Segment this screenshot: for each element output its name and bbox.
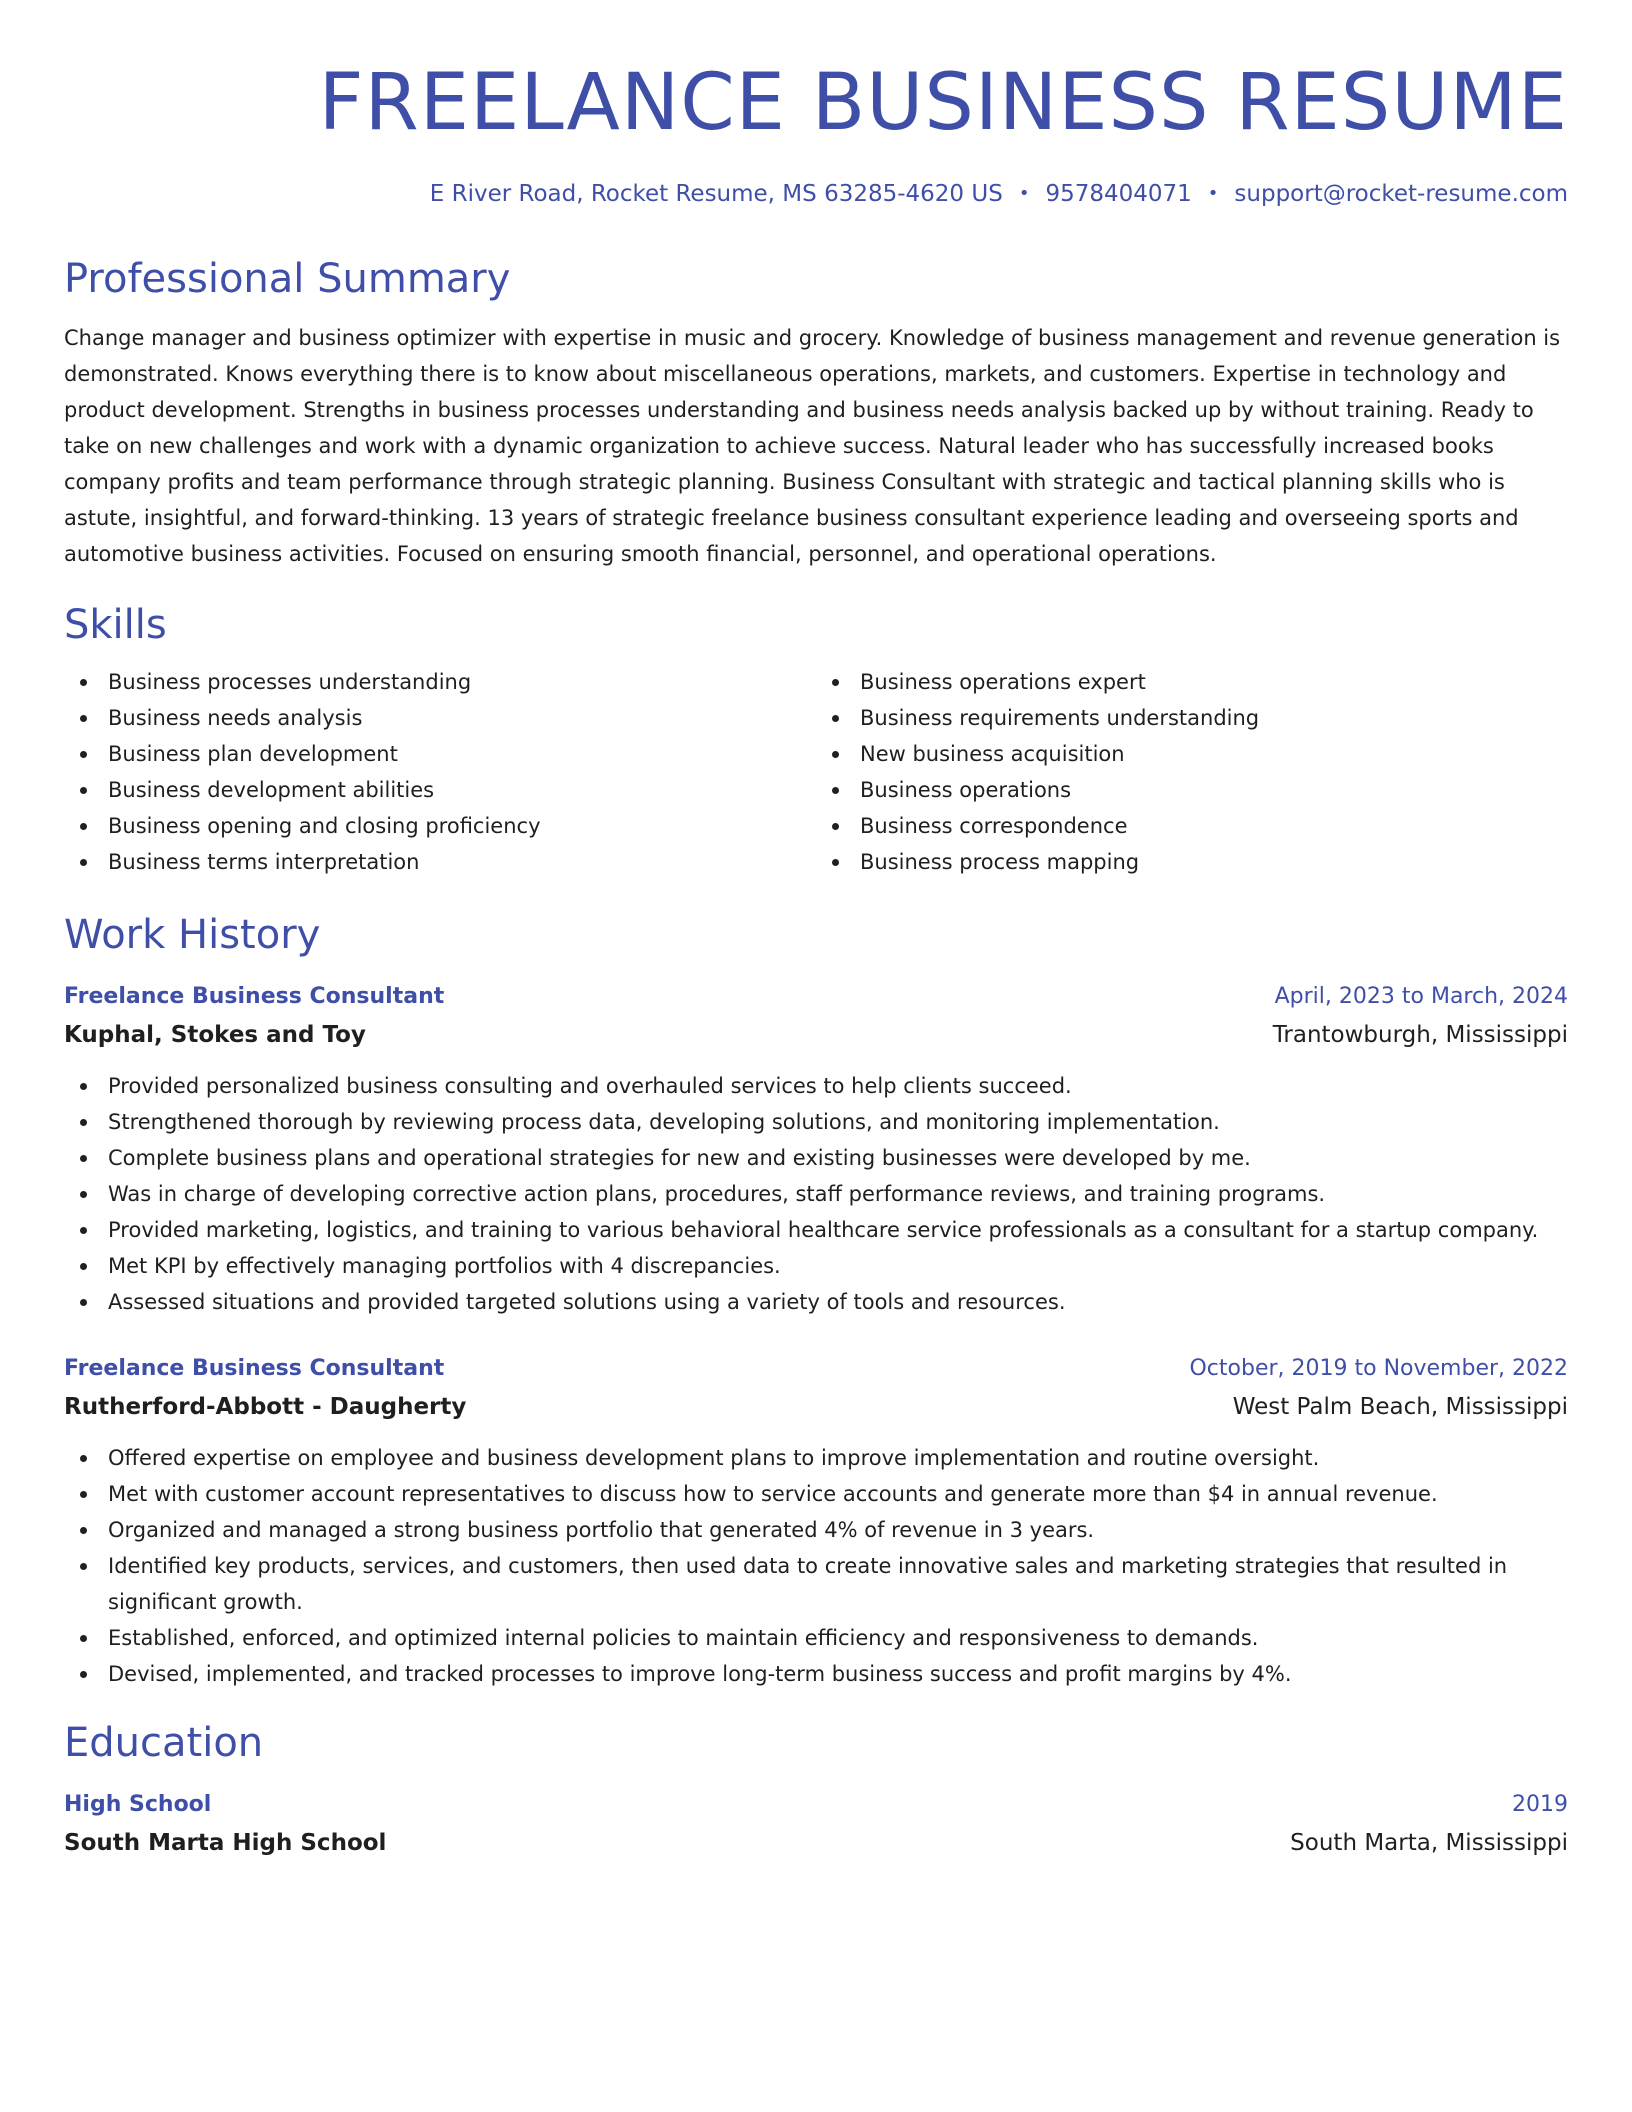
job-header-row xyxy=(64,1350,1568,1388)
job-duty-item: Was in charge of developing corrective action plans, procedures, staff performance reviews, and training programs. xyxy=(64,1176,1568,1212)
phone-text: 9578404071 xyxy=(1045,181,1192,207)
job-duty-item: Assessed situations and provided targeted solutions using a variety of tools and resources. xyxy=(64,1284,1568,1320)
skill-item: New business acquisition xyxy=(816,736,1568,772)
job-title: Freelance Business Consultant xyxy=(64,984,445,1009)
skill-item: Business terms interpretation xyxy=(64,844,816,880)
contact-separator: • xyxy=(1207,183,1219,204)
job-company: Rutherford-Abbott - Daugherty xyxy=(64,1394,467,1420)
summary-text: Change manager and business optimizer with expertise in music and grocery. Knowledge of business management and revenue generation is demonstrated. Knows everything there is to know about miscellaneous operations, markets, and customers. Expertise in technology and product development. Strengths in business processes understanding and business needs analysis backed up by without training. Ready to take on new challenges and work with a dynamic organization to achieve success. Natural leader who has successfully increased books company profits and team performance through strategic planning. Business Consultant with strategic and tactical planning skills who is astute, insightful, and forward-thinking. 13 years of strategic freelance business consultant experience leading and overseeing sports and automotive business activities. Focused on ensuring smooth financial, personnel, and operational operations. xyxy=(64,326,1561,566)
summary-heading: Professional Summary xyxy=(64,256,511,302)
job-location: Trantowburgh, Mississippi xyxy=(1272,1022,1568,1048)
resume-title: FREELANCE BUSINESS RESUME xyxy=(318,58,1568,148)
job-location: West Palm Beach, Mississippi xyxy=(1232,1394,1568,1420)
job-dates: October, 2019 to November, 2022 xyxy=(1189,1356,1568,1381)
job-title: Freelance Business Consultant xyxy=(64,1356,445,1381)
skills-column-left xyxy=(64,664,816,880)
job-duty-item: Organized and managed a strong business portfolio that generated 4% of revenue in 3 years. xyxy=(64,1512,1568,1548)
work-history-heading: Work History xyxy=(64,912,321,958)
job-company: Kuphal, Stokes and Toy xyxy=(64,1022,366,1048)
job-entry xyxy=(64,1350,1568,1692)
education-school-row xyxy=(64,1824,1568,1862)
job-duty-item: Strengthened thorough by reviewing process data, developing solutions, and monitoring implementation. xyxy=(64,1104,1568,1140)
job-header-row xyxy=(64,978,1568,1016)
education-header-row xyxy=(64,1786,1568,1824)
skills-heading: Skills xyxy=(64,602,167,648)
contact-line xyxy=(64,178,1568,210)
skills-column-right xyxy=(816,664,1568,880)
email-link[interactable]: support@rocket-resume.com xyxy=(1234,181,1568,207)
job-duty-item: Complete business plans and operational strategies for new and existing businesses were developed by me. xyxy=(64,1140,1568,1176)
job-duty-item: Met KPI by effectively managing portfolios with 4 discrepancies. xyxy=(64,1248,1568,1284)
skill-item: Business operations xyxy=(816,772,1568,808)
skill-item: Business process mapping xyxy=(816,844,1568,880)
job-duty-item: Met with customer account representatives to discuss how to service accounts and generate more than $4 in annual revenue. xyxy=(64,1476,1568,1512)
job-dates: April, 2023 to March, 2024 xyxy=(1274,984,1568,1009)
job-duties-list xyxy=(64,1068,1568,1320)
education-degree: High School xyxy=(64,1792,212,1817)
skill-item: Business opening and closing proficiency xyxy=(64,808,816,844)
job-company-row xyxy=(64,1016,1568,1054)
skill-item: Business needs analysis xyxy=(64,700,816,736)
job-company-row xyxy=(64,1388,1568,1426)
job-duty-item: Offered expertise on employee and business development plans to improve implementation and routine oversight. xyxy=(64,1440,1568,1476)
job-duty-item: Devised, implemented, and tracked processes to improve long-term business success and profit margins by 4%. xyxy=(64,1656,1568,1692)
job-entry xyxy=(64,978,1568,1320)
skills-list xyxy=(64,664,1568,880)
skill-item: Business processes understanding xyxy=(64,664,816,700)
skill-item: Business correspondence xyxy=(816,808,1568,844)
job-duties-list xyxy=(64,1440,1568,1692)
education-school: South Marta High School xyxy=(64,1830,387,1856)
job-duty-item: Provided marketing, logistics, and training to various behavioral healthcare service professionals as a consultant for a startup company. xyxy=(64,1212,1568,1248)
address-text: E River Road, Rocket Resume, MS 63285-4620 US xyxy=(429,181,1003,207)
contact-separator: • xyxy=(1018,183,1030,204)
education-entry xyxy=(64,1786,1568,1862)
job-duty-item: Provided personalized business consulting and overhauled services to help clients succeed. xyxy=(64,1068,1568,1104)
skill-item: Business operations expert xyxy=(816,664,1568,700)
education-heading: Education xyxy=(64,1720,264,1766)
job-duty-item: Identified key products, services, and customers, then used data to create innovative sales and marketing strategies that resulted in significant growth. xyxy=(64,1548,1568,1620)
skill-item: Business plan development xyxy=(64,736,816,772)
job-duty-item: Established, enforced, and optimized internal policies to maintain efficiency and responsiveness to demands. xyxy=(64,1620,1568,1656)
education-location: South Marta, Mississippi xyxy=(1290,1830,1568,1856)
skill-item: Business development abilities xyxy=(64,772,816,808)
education-year: 2019 xyxy=(1512,1792,1568,1817)
skill-item: Business requirements understanding xyxy=(816,700,1568,736)
